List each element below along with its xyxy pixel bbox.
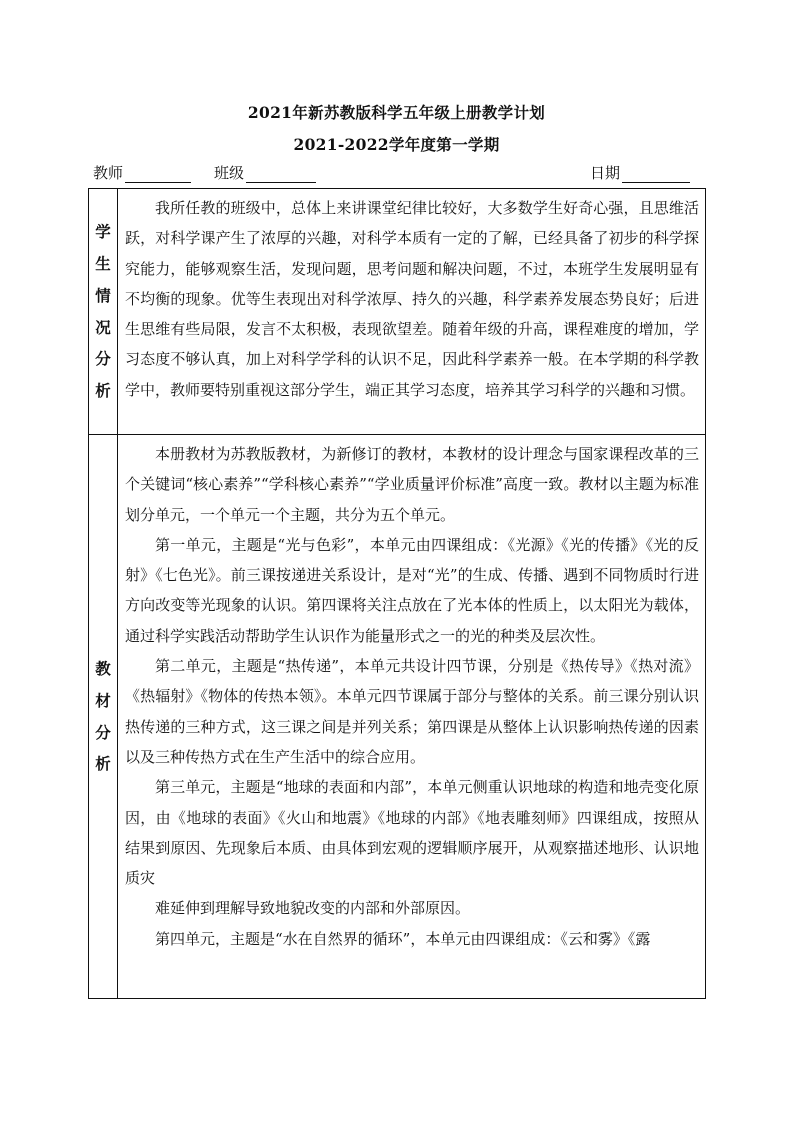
class-label: 班级	[214, 164, 245, 182]
table-row-textbook-analysis	[89, 435, 706, 999]
plan-table	[88, 188, 706, 999]
document-subtitle: 2021-2022学年度第一学期	[293, 135, 500, 154]
label-char: 分	[95, 349, 111, 369]
document-title: 2021年新苏教版科学五年级上册教学计划	[247, 103, 546, 122]
label-char: 生	[95, 253, 111, 273]
teacher-field	[93, 162, 191, 183]
class-blank-line	[246, 165, 316, 183]
date-label: 日期	[590, 164, 621, 182]
paragraph: 本册教材为苏教版教材，为新修订的教材，本教材的设计理念与国家课程改革的三个关键词“核心素养”“学科核心素养”“学业质量评价标准”高度一致。教材以主题为标准划分单元，一个单元一个主题，共分为五个单元。	[125, 445, 699, 524]
label-char: 情	[95, 285, 111, 305]
section-content-textbook-analysis	[118, 435, 706, 999]
label-char: 况	[95, 317, 111, 337]
teacher-blank-line	[125, 165, 191, 183]
label-char: 析	[95, 754, 111, 774]
paragraph: 第四单元，主题是“水在自然界的循环”，本单元由四课组成：《云和雾》《露	[155, 929, 651, 948]
paragraph: 第二单元，主题是“热传递”，本单元共设计四节课，分别是《热传导》《热对流》《热辐射》《物体的传热本领》。本单元四节课属于部分与整体的关系。前三课分别认识热传递的三种方式，这三课之间是并列关系；第四课是从整体上认识影响热传递的因素以及三种传热方式在生产生活中的综合应用。	[125, 657, 699, 766]
paragraph: 难延伸到理解导致地貌改变的内部和外部原因。	[155, 899, 471, 918]
paragraph: 第三单元，主题是“地球的表面和内部”，本单元侧重认识地球的构造和地壳变化原因，由《地球的表面》《火山和地震》《地球的内部》《地表雕刻师》四课组成，按照从结果到原因、先现象后本质、由具体到宏观的逻辑顺序展开，从观察描述地形、认识地质灾	[125, 778, 699, 888]
header-fields	[90, 162, 706, 184]
label-char: 学	[95, 222, 111, 242]
paragraph: 我所任教的班级中，总体上来讲课堂纪律比较好，大多数学生好奇心强，且思维活跃，对科学课产生了浓厚的兴趣，对科学本质有一定的了解，已经具备了初步的科学探究能力，能够观察生活，发现问题，思考问题和解决问题，不过，本班学生发展明显有不均衡的现象。优等生表现出对科学浓厚、持久的兴趣，科学素养发展态势良好；后进生思维有些局限，发言不太积极，表现欲望差。随着年级的升高，课程难度的增加，学习态度不够认真，加上对科学学科的认识不足，因此科学素养一般。在本学期的科学教学中，教师要特别重视这部分学生，端正其学习态度，培养其学习科学的兴趣和习惯。	[125, 199, 699, 399]
section-content-student-analysis	[118, 189, 706, 435]
paragraph: 第一单元，主题是“光与色彩”，本单元由四课组成：《光源》《光的传播》《光的反射》《七色光》。前三课按递进关系设计，是对“光”的生成、传播、遇到不同物质时行进方向改变等光现象的认识。第四课将关注点放在了光本体的性质上，以太阳光为载体，通过科学实践活动帮助学生认识作为能量形式之一的光的种类及层次性。	[125, 535, 699, 645]
teacher-label: 教师	[93, 164, 124, 182]
table-row-student-analysis	[89, 189, 706, 435]
section-label-textbook-analysis	[89, 435, 118, 999]
class-field	[214, 162, 316, 183]
section-label-student-analysis	[89, 189, 118, 435]
date-blank-line	[622, 165, 690, 183]
label-char: 教	[95, 658, 111, 678]
label-char: 析	[95, 381, 111, 401]
label-char: 材	[95, 690, 111, 710]
date-field	[590, 162, 690, 183]
label-char: 分	[95, 722, 111, 742]
